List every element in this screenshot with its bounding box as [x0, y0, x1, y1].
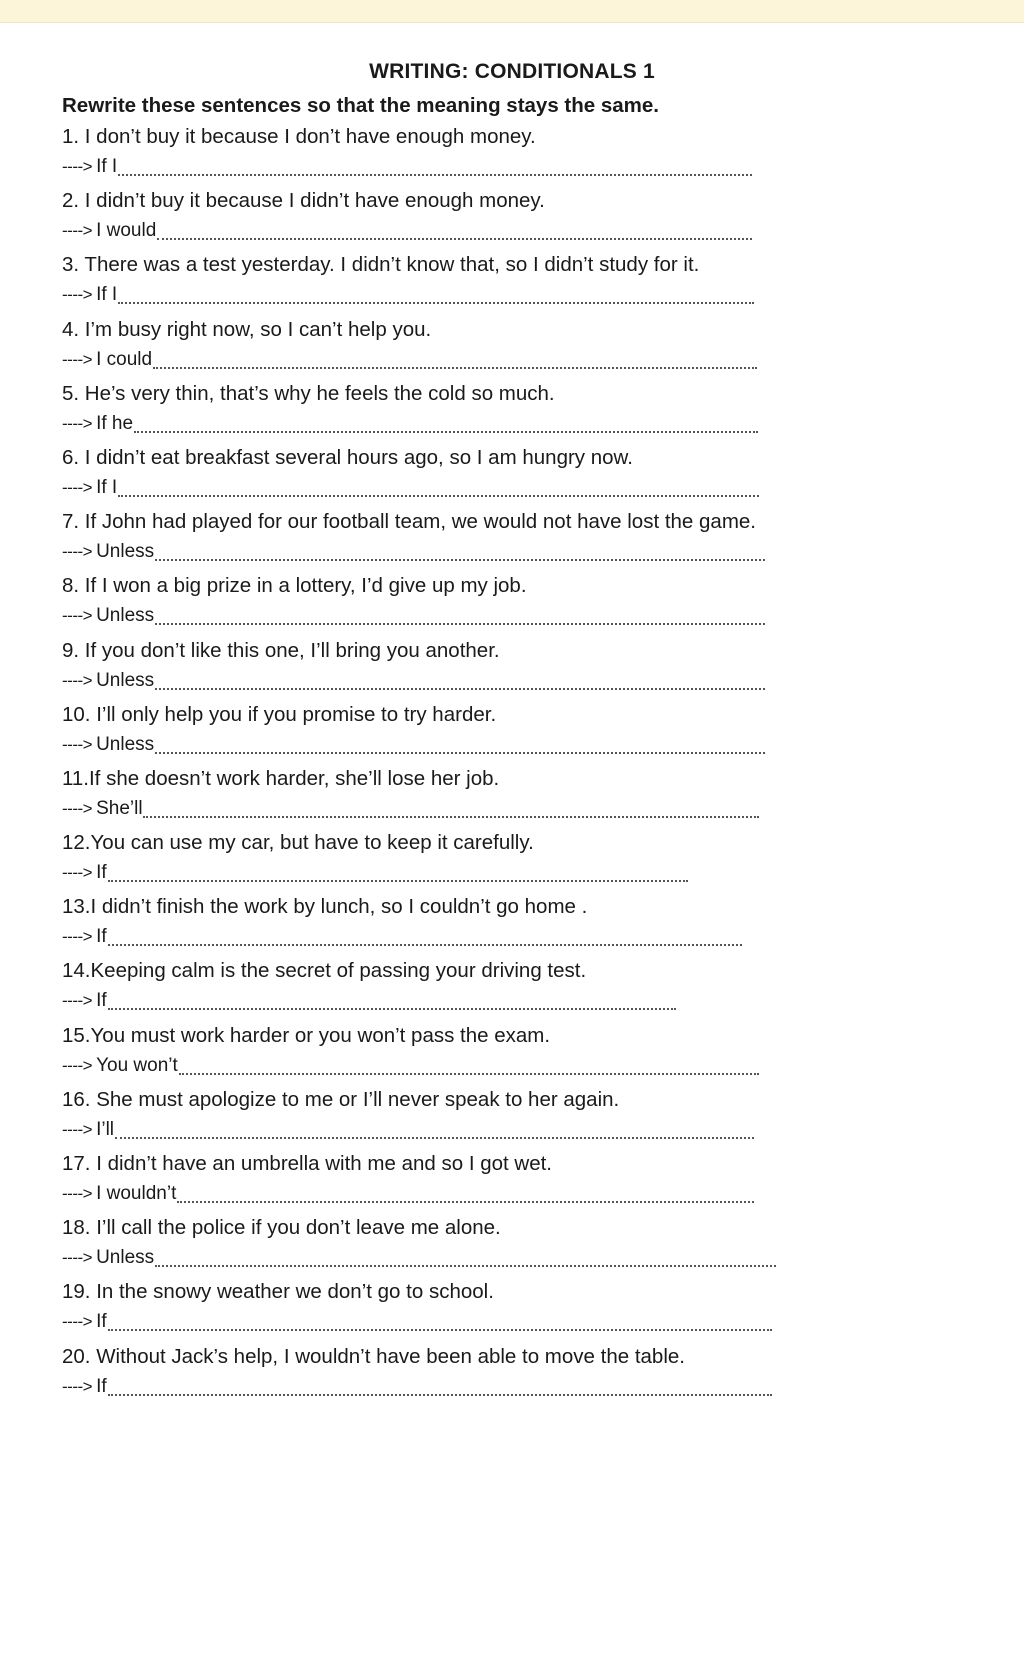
- arrow-marker: ---->: [62, 542, 93, 562]
- answer-blank-dotted-line[interactable]: [157, 238, 752, 240]
- arrow-marker: ---->: [62, 221, 93, 241]
- answer-line[interactable]: [62, 1179, 962, 1209]
- arrow-marker: ---->: [62, 991, 93, 1011]
- exercise-item: [62, 892, 962, 956]
- question-text: 12.You can use my car, but have to keep it carefully.: [62, 831, 534, 855]
- answer-blank-dotted-line[interactable]: [155, 688, 765, 690]
- question-text: 7. If John had played for our football team, we would not have lost the game.: [62, 510, 757, 534]
- answer-line[interactable]: [62, 280, 962, 310]
- answer-prompt: Unless: [96, 733, 155, 755]
- exercise-item: [62, 1149, 962, 1213]
- answer-prompt: Unless: [96, 541, 155, 563]
- question-text: 5. He’s very thin, that’s why he feels the cold so much.: [62, 381, 555, 405]
- exercise-item: [62, 507, 962, 571]
- answer-blank-dotted-line[interactable]: [143, 816, 759, 818]
- answer-line[interactable]: [62, 986, 962, 1016]
- question-text: 3. There was a test yesterday. I didn’t know that, so I didn’t study for it.: [62, 253, 700, 277]
- exercise-item: [62, 186, 962, 250]
- answer-line[interactable]: [62, 858, 962, 888]
- answer-line[interactable]: [62, 537, 962, 567]
- answer-line[interactable]: [62, 473, 962, 503]
- answer-blank-dotted-line[interactable]: [108, 944, 742, 946]
- answer-prompt: If: [96, 990, 107, 1012]
- answer-line[interactable]: [62, 601, 962, 631]
- arrow-marker: ---->: [62, 606, 93, 626]
- arrow-marker: ---->: [62, 349, 93, 369]
- answer-line[interactable]: [62, 666, 962, 696]
- answer-line[interactable]: [62, 794, 962, 824]
- answer-blank-dotted-line[interactable]: [108, 1008, 676, 1010]
- answer-prompt: I could: [96, 348, 153, 370]
- answer-line[interactable]: [62, 1051, 962, 1081]
- question-text: 1. I don’t buy it because I don’t have enough money.: [62, 125, 536, 148]
- exercise-item: [62, 828, 962, 892]
- exercise-item: [62, 1342, 962, 1406]
- answer-blank-dotted-line[interactable]: [115, 1137, 754, 1139]
- arrow-marker: ---->: [62, 1119, 93, 1139]
- answer-prompt: Unless: [96, 1247, 155, 1269]
- answer-prompt: If: [96, 862, 107, 884]
- answer-line[interactable]: [62, 216, 962, 246]
- exercise-item: [62, 250, 962, 314]
- answer-blank-dotted-line[interactable]: [155, 623, 765, 625]
- answer-prompt: Unless: [96, 669, 155, 691]
- exercise-item: [62, 122, 962, 186]
- arrow-marker: ---->: [62, 1248, 93, 1268]
- exercise-item: [62, 764, 962, 828]
- exercise-item: [62, 315, 962, 379]
- worksheet-title: WRITING: CONDITIONALS 1: [369, 60, 655, 83]
- answer-line[interactable]: [62, 1115, 962, 1145]
- answer-blank-dotted-line[interactable]: [177, 1201, 754, 1203]
- exercise-item: [62, 571, 962, 635]
- arrow-marker: ---->: [62, 734, 93, 754]
- answer-line[interactable]: [62, 1372, 962, 1402]
- question-text: 20. Without Jack’s help, I wouldn’t have been able to move the table.: [62, 1344, 685, 1368]
- arrow-marker: ---->: [62, 285, 93, 305]
- question-text: 4. I’m busy right now, so I can’t help you.: [62, 317, 432, 341]
- answer-blank-dotted-line[interactable]: [108, 1394, 772, 1396]
- instructions: Rewrite these sentences so that the meaning stays the same.: [62, 94, 659, 117]
- answer-blank-dotted-line[interactable]: [179, 1073, 759, 1075]
- exercise-item: [62, 1213, 962, 1277]
- answer-prompt: If I: [96, 476, 118, 498]
- exercise-item: [62, 1085, 962, 1149]
- answer-blank-dotted-line[interactable]: [118, 174, 752, 176]
- question-text: 15.You must work harder or you won’t pass the exam.: [62, 1023, 551, 1047]
- answer-line[interactable]: [62, 152, 962, 182]
- question-text: 13.I didn’t finish the work by lunch, so I couldn’t go home .: [62, 895, 588, 919]
- arrow-marker: ---->: [62, 157, 93, 176]
- answer-prompt: If I: [96, 156, 118, 177]
- answer-blank-dotted-line[interactable]: [155, 559, 765, 561]
- answer-prompt: If I: [96, 284, 118, 306]
- arrow-marker: ---->: [62, 413, 93, 433]
- arrow-marker: ---->: [62, 1055, 93, 1075]
- answer-prompt: Unless: [96, 605, 155, 627]
- arrow-marker: ---->: [62, 863, 93, 883]
- question-text: 2. I didn’t buy it because I didn’t have enough money.: [62, 189, 545, 213]
- answer-prompt: If: [96, 926, 107, 948]
- answer-prompt: If: [96, 1375, 107, 1397]
- answer-prompt: I wouldn’t: [96, 1183, 177, 1204]
- answer-line[interactable]: [62, 730, 962, 760]
- arrow-marker: ---->: [62, 477, 93, 497]
- answer-blank-dotted-line[interactable]: [153, 367, 757, 369]
- question-text: 8. If I won a big prize in a lottery, I’d give up my job.: [62, 574, 527, 598]
- question-text: 6. I didn’t eat breakfast several hours ago, so I am hungry now.: [62, 445, 633, 469]
- answer-prompt: If: [96, 1311, 107, 1333]
- question-text: 10. I’ll only help you if you promise to try harder.: [62, 702, 497, 726]
- exercise-item: [62, 956, 962, 1020]
- question-text: 19. In the snowy weather we don’t go to school.: [62, 1280, 494, 1304]
- answer-prompt: I would: [96, 220, 157, 242]
- exercise-item: [62, 1277, 962, 1341]
- arrow-marker: ---->: [62, 927, 93, 947]
- answer-prompt: I’ll: [96, 1118, 115, 1140]
- answer-blank-dotted-line[interactable]: [155, 1265, 776, 1267]
- arrow-marker: ---->: [62, 1376, 93, 1396]
- answer-line[interactable]: [62, 1243, 962, 1273]
- arrow-marker: ---->: [62, 1184, 93, 1203]
- exercise-item: [62, 379, 962, 443]
- exercise-list: [62, 122, 962, 1406]
- answer-blank-dotted-line[interactable]: [118, 495, 759, 497]
- question-text: 18. I’ll call the police if you don’t leave me alone.: [62, 1216, 501, 1240]
- arrow-marker: ---->: [62, 670, 93, 690]
- question-text: 14.Keeping calm is the secret of passing your driving test.: [62, 959, 587, 983]
- exercise-item: [62, 636, 962, 700]
- question-text: 16. She must apologize to me or I’ll never speak to her again.: [62, 1087, 620, 1111]
- answer-blank-dotted-line[interactable]: [108, 1329, 772, 1331]
- answer-prompt: You won’t: [96, 1054, 178, 1076]
- answer-blank-dotted-line[interactable]: [118, 302, 754, 304]
- answer-line[interactable]: [62, 409, 962, 439]
- exercise-item: [62, 1021, 962, 1085]
- answer-blank-dotted-line[interactable]: [108, 880, 688, 882]
- question-text: 9. If you don’t like this one, I’ll bring you another.: [62, 638, 500, 662]
- exercise-item: [62, 443, 962, 507]
- question-text: 17. I didn’t have an umbrella with me and so I got wet.: [62, 1152, 552, 1175]
- answer-prompt: If he: [96, 412, 134, 434]
- answer-line[interactable]: [62, 345, 962, 375]
- question-text: 11.If she doesn’t work harder, she’ll lose her job.: [62, 766, 500, 790]
- arrow-marker: ---->: [62, 798, 93, 818]
- answer-line[interactable]: [62, 922, 962, 952]
- answer-blank-dotted-line[interactable]: [134, 431, 758, 433]
- answer-line[interactable]: [62, 1307, 962, 1337]
- answer-blank-dotted-line[interactable]: [155, 752, 765, 754]
- arrow-marker: ---->: [62, 1312, 93, 1332]
- answer-prompt: She’ll: [96, 797, 143, 819]
- exercise-item: [62, 700, 962, 764]
